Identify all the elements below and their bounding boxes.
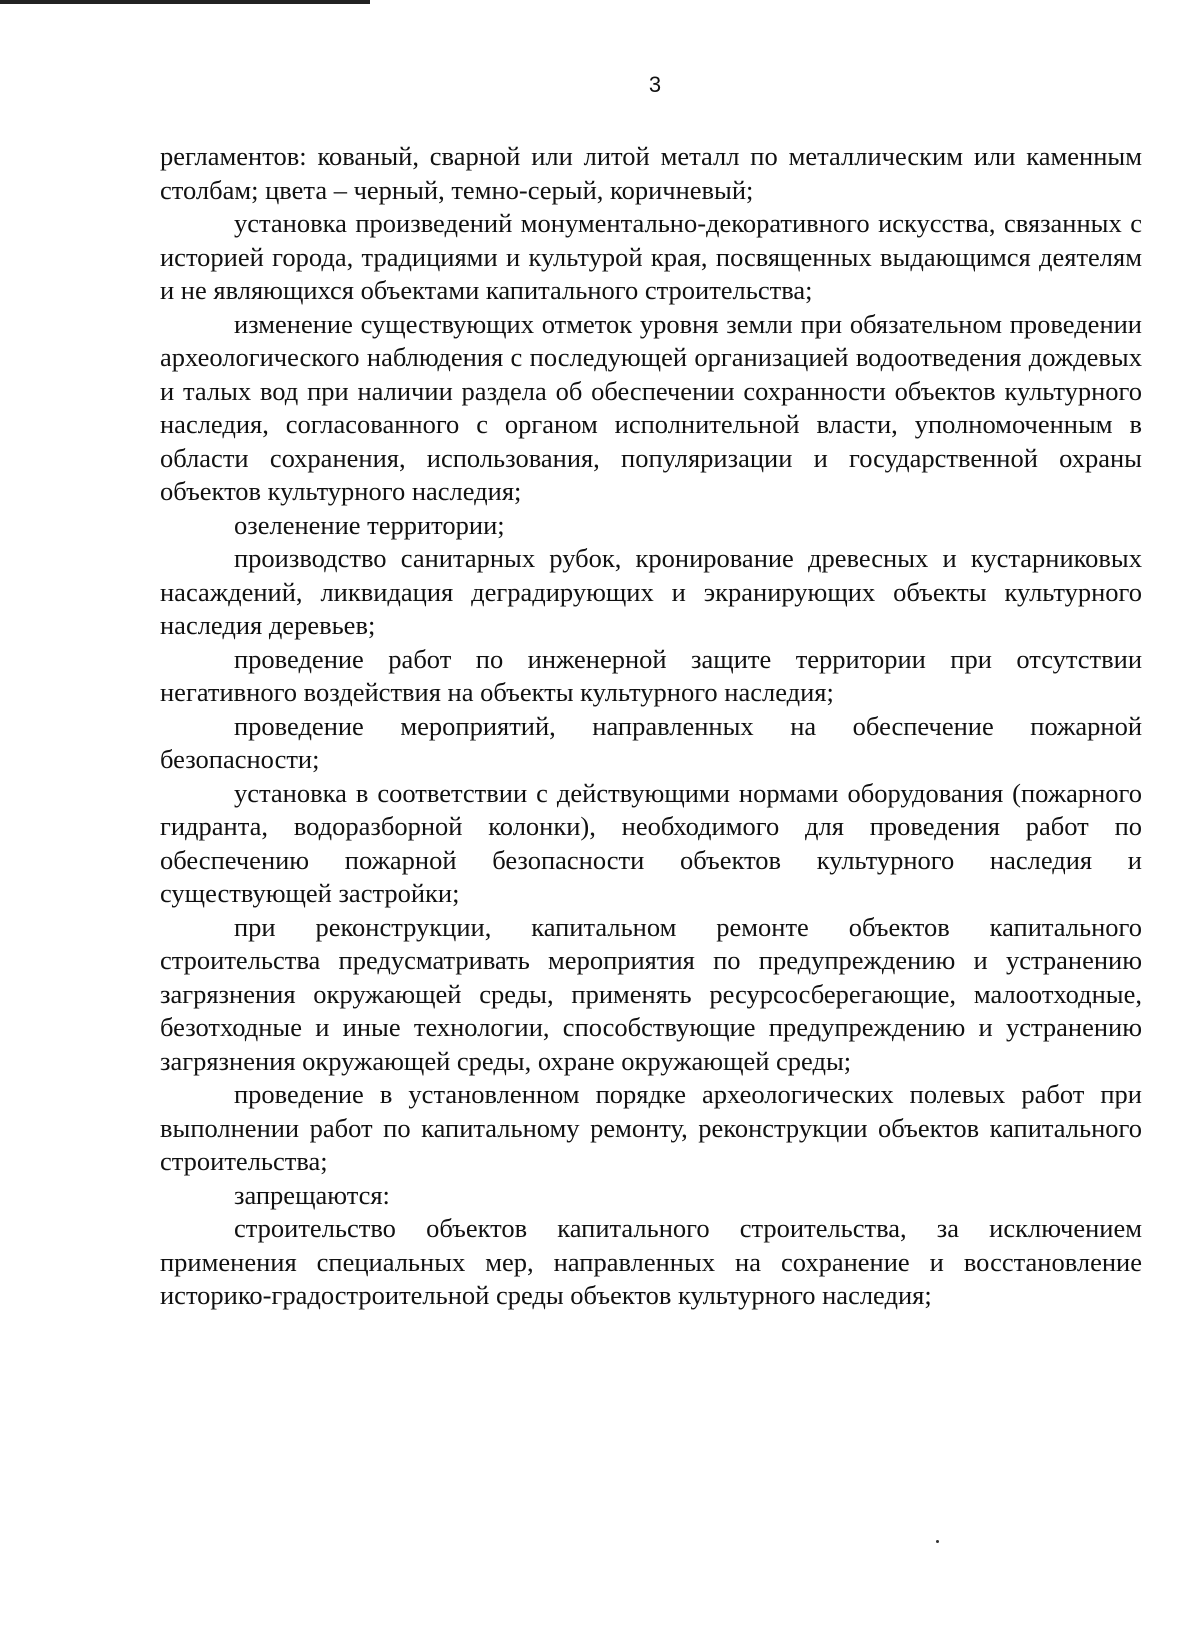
paragraph-greening: озеленение территории; — [234, 509, 505, 540]
document-body — [160, 140, 1142, 1313]
scan-speck — [936, 1540, 939, 1543]
paragraph-fire-safety: проведение мероприятий, направленных на обеспечение пожарной безопасности; — [160, 710, 1142, 774]
paragraph-reconstruction: при реконструкции, капитальном ремонте объектов капитального строительства предусматривать мероприятия по предупреждению и устранению загрязнения окружающей среды, применять ресурсосберегающие, малоотходные, безотходные и иные технологии, способствующие предупреждению и устранению загрязнения окружающей среды, охране окружающей среды; — [160, 911, 1142, 1076]
paragraph-continuation: регламентов: кованый, сварной или литой металл по металлическим или каменным столбам; цвета – черный, темно-серый, коричневый; — [160, 141, 1142, 205]
paragraph-ground-level: изменение существующих отметок уровня земли при обязательном проведении археологического наблюдения с последующей организацией водоотведения дождевых и талых вод при наличии раздела об обеспечении сохранности объектов культурного наследия, согласованного с органом исполнительной власти, уполномоченным в области сохранения, использования, популяризации и государственной охраны объектов культурного наследия; — [160, 308, 1142, 506]
paragraph-construction-prohibition: строительство объектов капитального строительства, за исключением применения специальных мер, направленных на сохранение и восстановление историко-градостроительной среды объектов культурного наследия; — [160, 1213, 1142, 1310]
paragraph-prohibited-heading: запрещаются: — [234, 1179, 390, 1210]
paragraph-archaeology: проведение в установленном порядке археологических полевых работ при выполнении работ по капитальному ремонту, реконструкции объектов капитального строительства; — [160, 1079, 1142, 1176]
paragraph-engineering-protection: проведение работ по инженерной защите территории при отсутствии негативного воздействия на объекты культурного наследия; — [160, 643, 1142, 707]
paragraph-sanitary-felling: производство санитарных рубок, кронирование древесных и кустарниковых насаждений, ликвидация деградирующих и экранирующих объекты культурного наследия деревьев; — [160, 543, 1142, 640]
page-number: 3 — [648, 72, 662, 97]
paragraph-fire-equipment: установка в соответствии с действующими нормами оборудования (пожарного гидранта, водоразборной колонки), необходимого для проведения работ по обеспечению пожарной безопасности объектов культурного наследия и существующей застройки; — [160, 777, 1142, 908]
paragraph-monuments: установка произведений монументально-декоративного искусства, связанных с историей города, традициями и культурой края, посвященных выдающимся деятелям и не являющихся объектами капитального строительства; — [160, 208, 1142, 305]
scan-edge-mark — [0, 0, 370, 4]
